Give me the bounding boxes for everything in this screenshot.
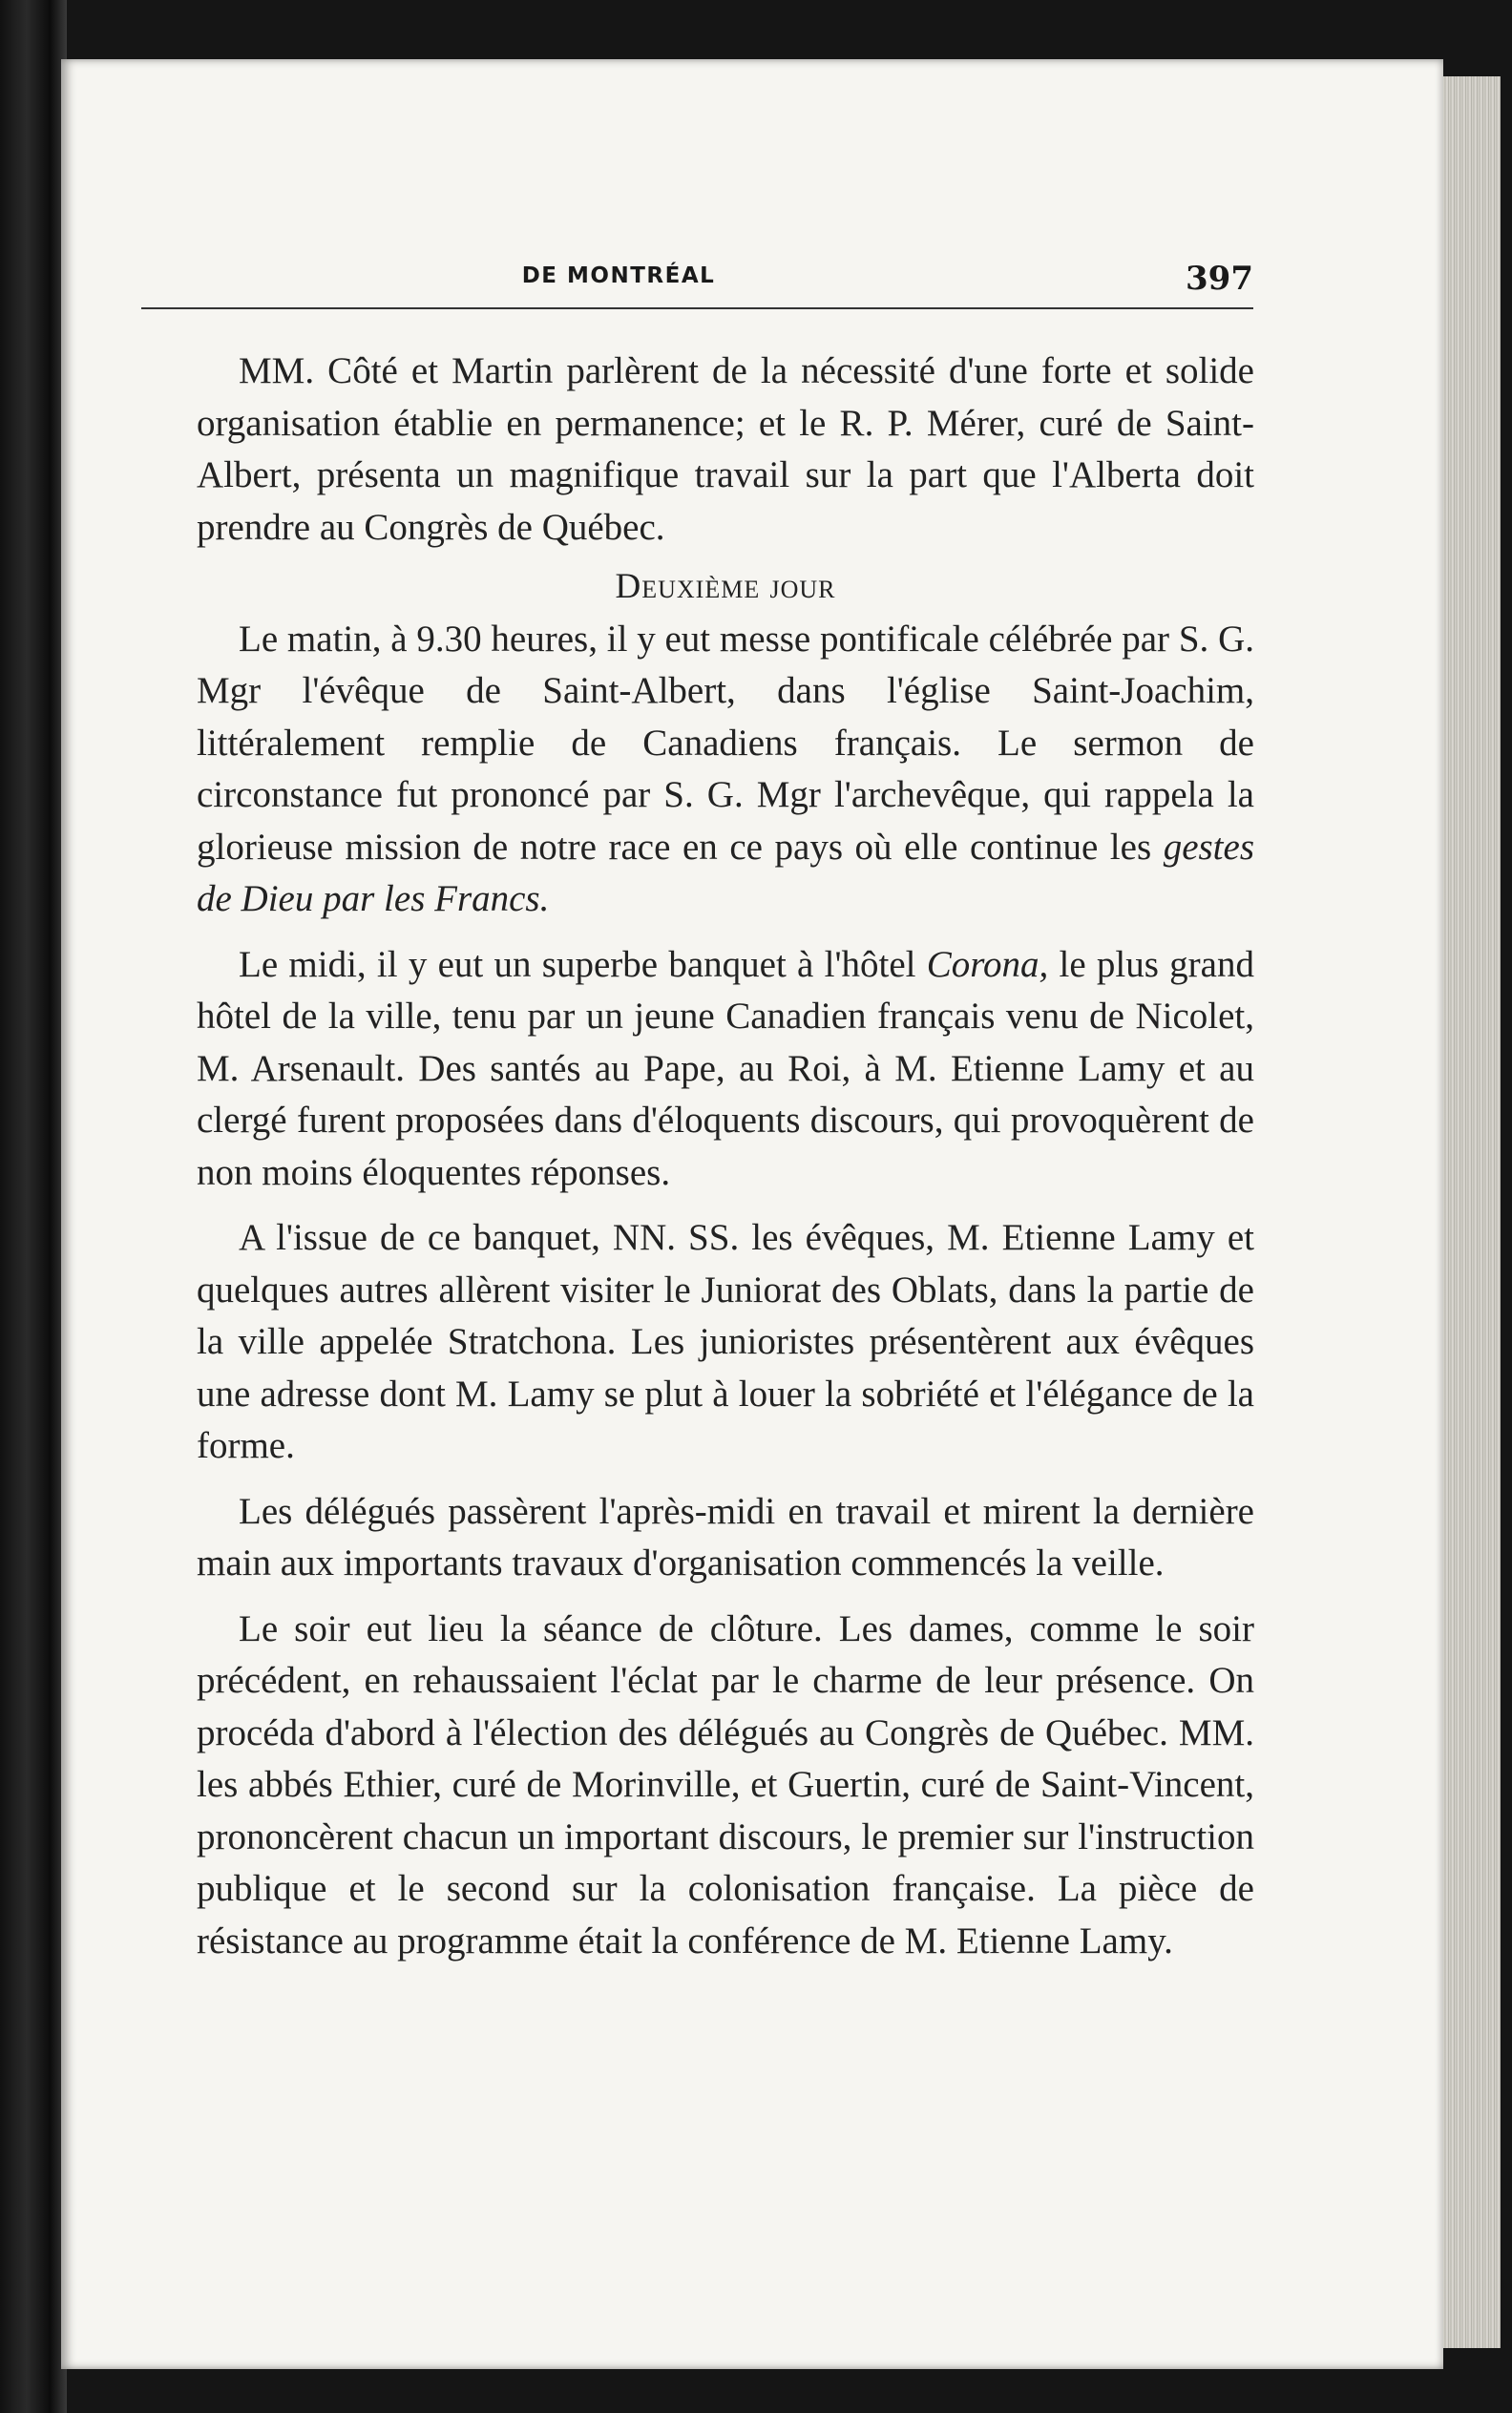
body-text [197, 346, 1254, 1967]
paragraph-2-text: Le matin, à 9.30 heures, il y eut messe pontificale célébrée par S. G. Mgr l'évêque de Saint-Albert, dans l'église Saint-Joachim, littéralement remplie de Canadiens français. Le sermon de circonstance fut prononcé par S. G. Mgr l'archevêque, qui rappela la glorieuse mission de notre race en ce pays où elle continue les [197, 618, 1254, 868]
page-edges [1443, 76, 1501, 2348]
paragraph-5: Les délégués passèrent l'après-midi en travail et mirent la dernière main aux importants travaux d'organisation commencés la veille. [197, 1490, 1254, 1584]
running-head [141, 260, 1253, 321]
paragraph-1: MM. Côté et Martin parlèrent de la nécessité d'une forte et solide organisation établie en permanence; et le R. P. Mérer, curé de Saint-Albert, présenta un magnifique travail sur la part que l'Alberta doit prendre au Congrès de Québec. [197, 350, 1254, 548]
section-heading: Deuxième jour [615, 567, 836, 606]
paragraph-3-text: Le midi, il y eut un superbe banquet à l'hôtel [239, 943, 927, 985]
page-number: 397 [1186, 260, 1253, 298]
paragraph-2-italic: gestes de Dieu par les Francs. [197, 826, 1254, 919]
header-rule [141, 307, 1253, 309]
paragraph-3-italic: Corona, [926, 943, 1049, 985]
paragraph-3-text-end: le plus grand hôtel de la ville, tenu par un jeune Canadien français venu de Nicolet, M. Arsenault. Des santés au Pape, au Roi, à M. Etienne Lamy et au clergé furent proposées dans d'éloquents discours, qui provoquèrent de non moins éloquentes réponses. [197, 943, 1254, 1193]
paragraph-2 [197, 614, 1254, 926]
book-spine-shadow [0, 0, 67, 2413]
paragraph-3 [197, 939, 1254, 1200]
running-head-title: DE MONTRÉAL [521, 263, 716, 288]
paragraph-4: A l'issue de ce banquet, NN. SS. les évêques, M. Etienne Lamy et quelques autres allèrent visiter le Juniorat des Oblats, dans la partie de la ville appelée Stratchona. Les junioristes présentèrent aux évêques une adresse dont M. Lamy se plut à louer la sobriété et l'élégance de la forme. [197, 1217, 1254, 1466]
paragraph-6: Le soir eut lieu la séance de clôture. Les dames, comme le soir précédent, en rehaussaient l'éclat par le charme de leur présence. On procéda d'abord à l'élection des délégués au Congrès de Québec. MM. les abbés Ethier, curé de Morinville, et Guertin, curé de Saint-Vincent, prononcèrent chacun un important discours, le premier sur l'instruction publique et le second sur la colonisation française. La pièce de résistance au programme était la conférence de M. Etienne Lamy. [197, 1607, 1254, 1962]
